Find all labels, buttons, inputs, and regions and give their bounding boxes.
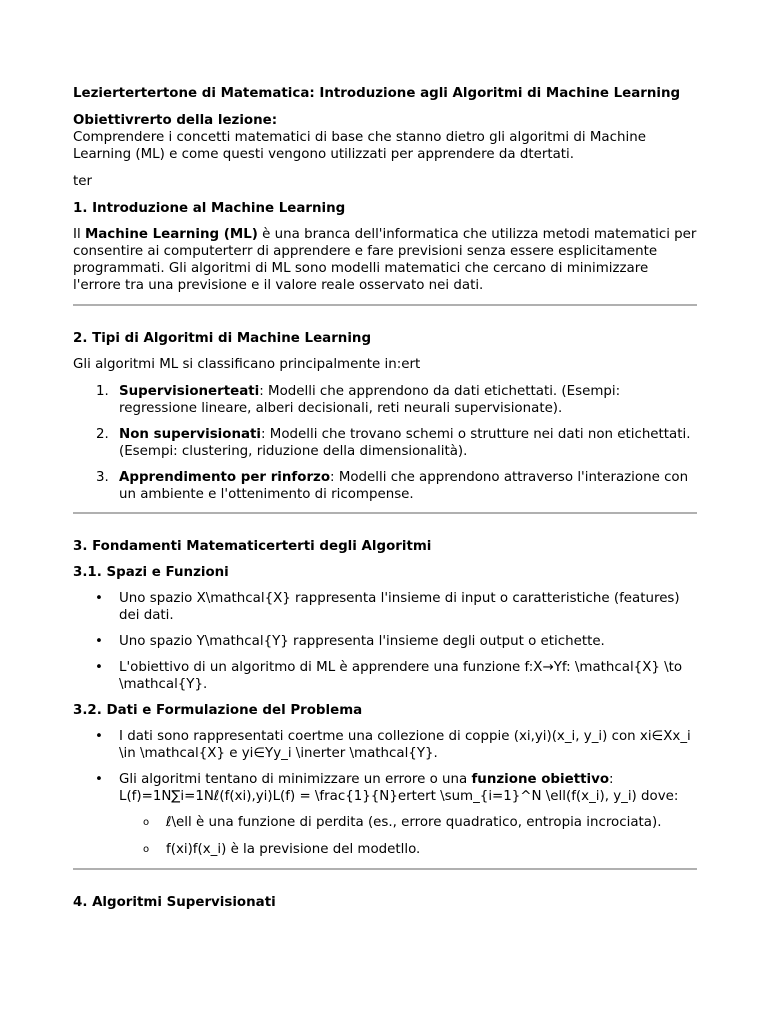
section-2-intro: Gli algoritmi ML si classificano principalmente in:ert bbox=[73, 357, 421, 372]
section-1-paragraph bbox=[73, 226, 697, 294]
list-item-text: L'obiettivo di un algoritmo di ML è apprendere una funzione f:X→Yf: \mathcal{X} \to \mathcal{Y}. bbox=[119, 660, 683, 692]
objective-text: Comprendere i concetti matematici di base che stanno dietro gli algoritmi di Machine Learning (ML) e come questi vengono utilizzati per apprendere da dtertati. bbox=[73, 130, 646, 162]
list-item bbox=[73, 383, 697, 417]
divider-2 bbox=[73, 512, 697, 514]
list-item-text: : Modelli che trovano schemi o strutture nei dati non etichettati. (Esempi: clustering, riduzione della dimensionalità). bbox=[119, 427, 691, 459]
list-item bbox=[73, 469, 697, 503]
list-item-text: Uno spazio X\mathcal{X} rappresenta l'insieme di input o caratteristiche (features) dei dati. bbox=[119, 591, 680, 623]
section-3-heading: 3. Fondamenti Matematicerterti degli Algoritmi bbox=[73, 539, 432, 554]
sub-list-item bbox=[73, 841, 697, 858]
bullet-icon: • bbox=[95, 729, 103, 744]
list-item-term: Supervisionerteati bbox=[119, 384, 260, 399]
section-2-heading: 2. Tipi di Algoritmi di Machine Learning bbox=[73, 331, 372, 346]
list-item-bold-term: funzione obiettivo bbox=[471, 772, 610, 787]
stray-text: ter bbox=[73, 174, 92, 189]
list-number: 3. bbox=[96, 470, 109, 485]
list-item bbox=[73, 590, 697, 624]
list-item-term: Apprendimento per rinforzo bbox=[119, 470, 331, 485]
list-item-text-post: : L(f)=1N∑i=1Nℓ(f(xi),yi)L(f) = \frac{1}{N}ertert \sum_{i=1}^N \ell(f(x_i), y_i) dove: bbox=[119, 772, 679, 804]
list-item bbox=[73, 426, 697, 460]
bullet-icon: • bbox=[95, 634, 103, 649]
list-item bbox=[73, 659, 697, 693]
subsection-3-1-heading: 3.1. Spazi e Funzioni bbox=[73, 565, 229, 580]
data-bullet-list bbox=[73, 728, 697, 805]
bullet-icon: • bbox=[95, 591, 103, 606]
sub-list-item-text: ℓ\ell è una funzione di perdita (es., errore quadratico, entropia incrociata). bbox=[166, 815, 662, 830]
sub-list-item-text: f(xi)f(x_i) è la previsione del modetllo. bbox=[166, 842, 421, 857]
document-content bbox=[73, 85, 697, 920]
list-item-text: I dati sono rappresentati coertme una collezione di coppie (xi,yi)(x_i, y_i) con xi∈Xx_i \in \mathcal{X} e yi∈Yy_i \inerter \mathcal{Y}. bbox=[119, 729, 691, 761]
hollow-bullet-icon: o bbox=[143, 844, 150, 855]
algorithm-types-list bbox=[73, 383, 697, 503]
section-1-text-post: è una branca dell'informatica che utilizza metodi matematici per consentire ai computerterr di apprendere e fare previsioni senza essere esplicitamente programmati. Gli algoritmi di ML sono modelli matematici che cercano di minimizzare l'errore tra una previsione e il valore reale osservato nei dati. bbox=[73, 227, 697, 293]
sub-list-item bbox=[73, 814, 697, 831]
list-item bbox=[73, 728, 697, 762]
list-item-text: : Modelli che apprendono da dati etichettati. (Esempi: regressione lineare, alberi decisionali, reti neurali supervisionate). bbox=[119, 384, 621, 416]
section-1-bold-term: Machine Learning (ML) bbox=[84, 227, 258, 242]
section-1-text-pre: Il bbox=[73, 227, 85, 242]
subsection-3-2-heading: 3.2. Dati e Formulazione del Problema bbox=[73, 703, 363, 718]
loss-sub-bullet-list bbox=[73, 814, 697, 858]
list-number: 1. bbox=[96, 384, 109, 399]
list-item-term: Non supervisionati bbox=[119, 427, 262, 442]
hollow-bullet-icon: o bbox=[143, 817, 150, 828]
section-1-heading: 1. Introduzione al Machine Learning bbox=[73, 201, 346, 216]
document-title: Leziertertertone di Matematica: Introduzione agli Algoritmi di Machine Learning bbox=[73, 86, 681, 101]
section-4-heading: 4. Algoritmi Supervisionati bbox=[73, 895, 276, 910]
objective-heading: Obiettivrerto della lezione: bbox=[73, 113, 278, 128]
divider-1 bbox=[73, 304, 697, 306]
divider-3 bbox=[73, 868, 697, 870]
bullet-icon: • bbox=[95, 772, 103, 787]
spaces-bullet-list bbox=[73, 590, 697, 693]
list-item bbox=[73, 633, 697, 650]
list-item bbox=[73, 771, 697, 805]
list-item-text-pre: Gli algoritmi tentano di minimizzare un errore o una bbox=[119, 772, 472, 787]
list-number: 2. bbox=[96, 427, 109, 442]
list-item-text: Uno spazio Y\mathcal{Y} rappresenta l'insieme degli output o etichette. bbox=[119, 634, 605, 649]
list-item-text: : Modelli che apprendono attraverso l'interazione con un ambiente e l'ottenimento di ricompense. bbox=[119, 470, 689, 502]
bullet-icon: • bbox=[95, 660, 103, 675]
